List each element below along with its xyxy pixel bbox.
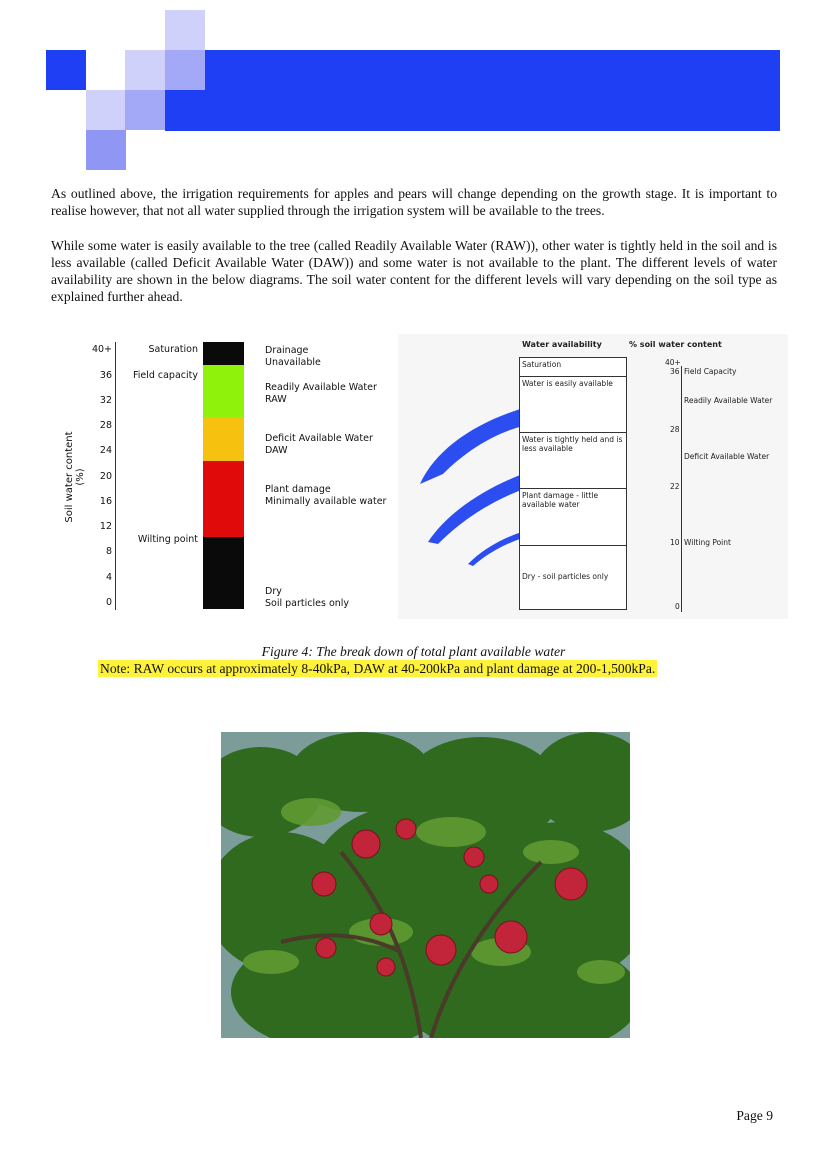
tick-label-raw: Readily Available Water bbox=[684, 396, 773, 405]
y-tick: 16 bbox=[99, 496, 112, 507]
daw-label bbox=[265, 433, 373, 457]
y-tick: 40+ bbox=[91, 344, 112, 355]
y-tick: 36 bbox=[99, 370, 112, 381]
band-daw bbox=[203, 417, 244, 461]
header-banner bbox=[165, 50, 780, 131]
tick-0: 0 bbox=[675, 602, 680, 611]
tick-40: 40+ bbox=[665, 358, 681, 367]
drainage-label-line1: Drainage bbox=[265, 345, 309, 356]
box-easily-available: Water is easily available bbox=[519, 376, 627, 433]
tick-label-daw: Deficit Available Water bbox=[684, 452, 770, 461]
tick-label-wilting-point: Wilting Point bbox=[684, 538, 731, 547]
field-capacity-label: Field capacity bbox=[132, 370, 198, 381]
daw-label-line2: DAW bbox=[265, 445, 288, 456]
y-tick: 28 bbox=[99, 420, 112, 431]
header-squares bbox=[46, 10, 206, 172]
apple-tree-photo bbox=[221, 732, 630, 1038]
page-number: Page 9 bbox=[736, 1108, 773, 1123]
wilting-point-label: Wilting point bbox=[137, 534, 198, 545]
raw-label-line1: Readily Available Water bbox=[265, 382, 377, 393]
figure-caption: Figure 4: The break down of total plant available water bbox=[261, 644, 566, 659]
drainage-label-line2: Unavailable bbox=[265, 357, 321, 368]
y-axis-label: Soil water content (%) bbox=[64, 431, 86, 523]
content-axis-line bbox=[681, 366, 682, 612]
drainage-label bbox=[265, 345, 321, 369]
highlighted-note: Note: RAW occurs at approximately 8-40kPa, DAW at 40-200kPa and plant damage at 200-1,500kPa. bbox=[100, 661, 656, 676]
dry-label bbox=[265, 586, 349, 610]
water-availability-paragraph: While some water is easily available to the tree (called Readily Available Water (RAW)), other water is tightly held in the soil and is less available (called Deficit Available Water (DAW)) and some water is not available to the plant. The different levels of water availability are shown in the below diagrams. The soil water content for the different levels will vary depending on the soil type as explained further ahead. bbox=[51, 238, 777, 304]
tick-label-field-capacity: Field Capacity bbox=[684, 367, 737, 376]
y-tick: 32 bbox=[99, 395, 112, 406]
dry-label-line1: Dry bbox=[265, 586, 282, 597]
tick-36: 36 bbox=[670, 367, 680, 376]
y-tick: 8 bbox=[105, 546, 112, 557]
plant-damage-label bbox=[265, 484, 386, 508]
tick-22: 22 bbox=[670, 482, 680, 491]
daw-label-line1: Deficit Available Water bbox=[265, 433, 373, 444]
raw-label-line2: RAW bbox=[265, 394, 287, 405]
saturation-label: Saturation bbox=[148, 344, 198, 355]
y-tick: 24 bbox=[99, 445, 112, 456]
box-saturation: Saturation bbox=[519, 357, 627, 377]
intro-paragraph: As outlined above, the irrigation requirements for apples and pears will change depending on the growth stage. It is important to realise however, that not all water supplied through the irrigation system will be available to the trees. bbox=[51, 186, 777, 218]
box-dry: Dry - soil particles only bbox=[519, 545, 627, 610]
y-tick: 20 bbox=[99, 471, 112, 482]
plant-damage-label-line2: Minimally available water bbox=[265, 496, 387, 507]
y-tick: 12 bbox=[99, 521, 112, 532]
tick-10: 10 bbox=[670, 538, 680, 547]
water-availability-diagram bbox=[398, 334, 788, 619]
band-plant-damage bbox=[203, 461, 244, 537]
band-raw bbox=[203, 365, 244, 417]
plant-damage-label-line1: Plant damage bbox=[265, 484, 331, 495]
content-header: % soil water content bbox=[629, 340, 722, 349]
y-tick: 0 bbox=[105, 597, 112, 608]
availability-header: Water availability bbox=[522, 340, 602, 349]
y-axis-line bbox=[115, 342, 116, 610]
soil-water-bar-figure bbox=[60, 336, 400, 616]
band-drainage bbox=[203, 342, 244, 365]
dry-label-line2: Soil particles only bbox=[265, 598, 350, 609]
band-dry bbox=[203, 537, 244, 609]
tick-28: 28 bbox=[670, 425, 680, 434]
box-plant-damage: Plant damage - little available water bbox=[519, 488, 627, 546]
box-tightly-held: Water is tightly held and is less available bbox=[519, 432, 627, 489]
y-tick: 4 bbox=[105, 572, 112, 583]
raw-label bbox=[265, 382, 377, 406]
